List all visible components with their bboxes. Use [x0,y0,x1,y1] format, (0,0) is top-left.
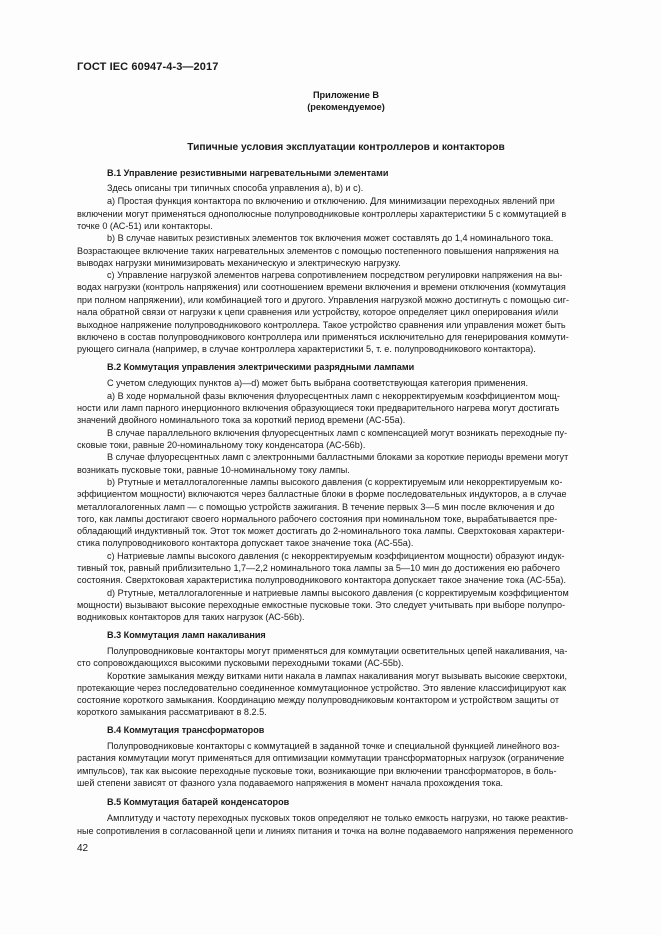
text-line: рующего сигнала (например, в случае контроллера характеристики 5, т. е. полупроводникового контактора). [77,344,536,354]
text-line: возникать пусковые токи, равные 10-номинальному току лампы. [77,465,350,475]
text-line: С учетом следующих пунктов а)—d) может быть выбрана соответствующая категория применения. [107,378,529,388]
text-line: обладающий индуктивный ток. Этот ток может достигать до 2-номинального тока лампы. Сверхтоковая характери- [77,526,565,536]
text-line: выводах нагрузки минимизировать механическую и электрическую нагрузку. [77,258,401,268]
text-line: того, как лампы достигают своего нормального рабочего состояния при номинальном токе, вырабатывается пре- [77,514,558,524]
standard-header: ГОСТ IEC 60947-4-3—2017 [77,61,219,73]
section-heading: В.1 Управление резистивными нагревательными элементами [107,168,389,178]
text-line: Полупроводниковые контакторы могут применяться для коммутации осветительных цепей накаливания, ча- [107,646,568,656]
text-line: выходное напряжение полупроводникового контроллера. Такое устройство сравнения или управления может быть [77,320,566,330]
text-line: импульсов), так как высокие переходные пусковые токи, возникающие при включении трансформаторов, в боль- [77,766,557,776]
text-line: а) Простая функция контактора по включению и отключению. Для минимизации переходных явлений при [107,196,555,206]
text-line: металлогалогенных ламп — с помощью устройств зажигания. В течение первых 3—5 мин после включения и до [77,502,555,512]
text-line: водниковых контакторов для таких нагрузок (АС-56b). [77,612,305,622]
appendix-label: Приложение В [312,90,380,100]
page-number: 42 [77,843,89,854]
text-line: нала обратной связи от нагрузки к цепи сравнения или устройству, которое определяет цикл оперирования и/или [77,307,559,317]
section-heading: В.3 Коммутация ламп накаливания [107,630,266,640]
text-line: растания коммутации могут применяться для оптимизации коммутации трансформаторных нагрузок (ограничение [77,753,565,763]
text-line: водах нагрузки (контроль напряжения) или соотношением времени включения и времени отключения (коммутация [77,282,566,292]
page-title: Типичные условия эксплуатации контроллеров и контакторов [187,142,505,153]
text-line: мощности) вызывают высокие переходные емкостные пусковые токи. Это следует учитывать при выборе полупро- [77,600,566,610]
text-line: ности или ламп парного инерционного включения образующиеся токи предварительного нагрева могут достигать [77,403,560,413]
appendix-note: (рекомендуемое) [307,102,385,112]
text-line: b) В случае навитых резистивных элементов ток включения может составлять до 1,4 номинального тока. [107,233,554,243]
section-heading: В.4 Коммутация трансформаторов [107,725,265,735]
text-line: с) Натриевые лампы высокого давления (с некорректируемым коэффициентом мощности) образуют индук- [107,551,565,561]
section-heading: В.5 Коммутация батарей конденсаторов [107,797,290,807]
text-line: b) Ртутные и металлогалогенные лампы высокого давления (с корректируемым или некорректируемым ко- [107,477,563,487]
text-line: сто сопровождающихся высокими пусковыми переходными токами (АС-55b). [77,658,404,668]
text-line: а) В ходе нормальной фазы включения флуоресцентных ламп с некорректируемым коэффициентом мощ- [107,391,560,401]
section-heading: В.2 Коммутация управления электрическими разрядными лампами [107,362,415,372]
text-line: стика полупроводникового контактора допускает такое значение тока (АС-55а). [77,538,414,548]
text-line: значений двойного номинального тока за короткий период времени (АС-55а). [77,415,406,425]
text-line: короткого замыкания рассматривают в 8.2.5. [77,707,267,717]
text-line: Полупроводниковые контакторы с коммутацией в заданной точке и специальной функцией линейного воз- [107,741,560,751]
text-line: В случае параллельного включения флуоресцентных ламп с компенсацией могут возникать переходные пу- [107,428,568,438]
text-line: Амплитуду и частоту переходных пусковых токов определяют не только емкость нагрузки, но также реактив- [107,813,569,823]
text-line: состояния. Сверхтоковая характеристика полупроводникового контактора допускает такое значение тока (АС-55а). [77,575,566,585]
text-line: точке 0 (АС-51) или контакторы. [77,221,213,231]
text-line: состояние короткого замыкания. Координацию между полупроводниковым контактором и устройством защиты от [77,695,560,705]
text-line: при полном напряжении), или комбинацией того и другого. Управления нагрузкой можно достигнуть с помощью сиг- [77,295,570,305]
text-line: Здесь описаны три типичных способа управления а), b) и с). [107,183,364,193]
text-line: В случае флуоресцентных ламп с электронными балластными блоками за короткие периоды времени могут [107,452,569,462]
text-line: ные сопротивления в согласованной цепи и линиях питания и точка на волне подаваемого напряжения переменного [77,826,574,836]
text-line: Возрастающее включение таких нагревательных элементов с помощью постепенного повышения напряжения на [77,246,559,256]
text-line: протекающие через последовательно соединенное коммутационное устройство. Это явление классифицируют как [77,683,567,693]
text-line: Короткие замыкания между витками нити накала в лампах накаливания могут вызывать высокие сверхтоки, [107,671,567,681]
text-line: тивный ток, равный приблизительно 1,7—2,2 номинального тока лампы за 5—10 мин до достижения ею рабочего [77,563,560,573]
text-line: шей степени зависят от фазного узла подаваемого напряжения в момент начала прохождения тока. [77,778,504,788]
text-line: сковые токи, равные 20-номинальному току конденсатора (АС-56b). [77,440,366,450]
text-line: эффициентом мощности) включаются через балластные блоки в форме последовательных индукторов, а в случае [77,489,567,499]
text-line: с) Управление нагрузкой элементов нагрева сопротивлением посредством регулировки напряжения на вы- [107,270,563,280]
text-line: включено в состав полупроводникового контроллера или применяться исключительно для генерирования коммути- [77,332,569,342]
text-line: включении могут применяться однополюсные полупроводниковые контроллеры характеристики 5 с коммутацией в [77,209,567,219]
text-line: d) Ртутные, металлогалогенные и натриевые лампы высокого давления (с корректируемым коэффициентом [107,588,569,598]
